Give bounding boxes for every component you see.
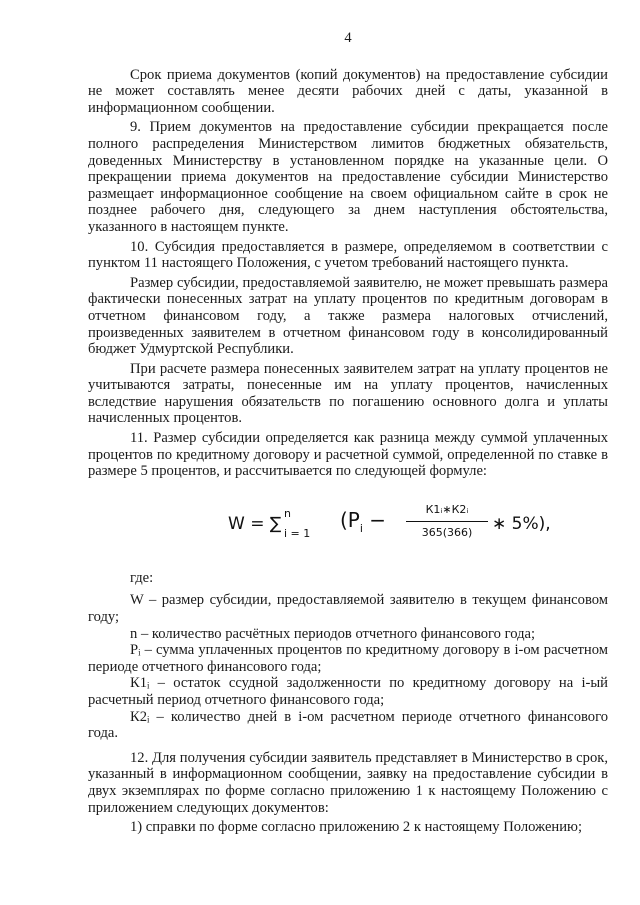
formula-open-paren: ($P_i$ − xyxy=(340,507,387,535)
legend-p: Pᵢ – сумма уплаченных процентов по кредитному договору в i-ом расчетном периоде отчетного финансового года; xyxy=(88,642,608,675)
formula-upper-limit: n xyxy=(284,506,291,520)
subsidy-formula xyxy=(88,498,608,556)
paragraph-10: 10. Субсидия предоставляется в размере, определяемом в соответствии с пунктом 11 настоящего Положения, с учетом требований настоящего пункта. xyxy=(88,238,608,272)
where-label: где: xyxy=(130,569,154,586)
legend-k1: К1ᵢ – остаток ссудной задолженности по кредитному договору на i-ый расчетный период отчетного финансового года; xyxy=(88,675,608,708)
formula-tail: ∗ 5%), xyxy=(492,513,551,534)
paragraph-9: 9. Прием документов на предоставление субсидии прекращается после полного распределения Министерством лимитов бюджетных обязательств, доведенных Министерству в установленном порядке на указанные цели. О прекращении приема документов на предоставление субсидии Министерство размещает информационное сообщение на своем официальном сайте в срок не позднее рабочего дня, следующего за днем наступления обстоятельства, указанного в настоящем пункте. xyxy=(88,119,608,235)
formula-fraction xyxy=(406,502,488,542)
legend-k2: К2ᵢ – количество дней в i-ом расчетном периоде отчетного финансового года. xyxy=(88,708,608,742)
paragraph-12: 12. Для получения субсидии заявитель представляет в Министерство в срок, указанный в информационном сообщении, заявку на предоставление субсидии в двух экземплярах по форме согласно приложению 1 к настоящему Положению с приложением следующих документов: xyxy=(88,749,608,816)
formula-lower-limit: i = 1 xyxy=(284,526,311,540)
paragraph-11: 11. Размер субсидии определяется как разница между суммой уплаченных процентов по кредитному договору и расчетной суммой, определенной по ставке в размере 5 процентов, и рассчитывается по следующей формуле: xyxy=(88,430,608,480)
legend-w: W – размер субсидии, предоставляемой заявителю в текущем финансовом году; xyxy=(88,592,608,626)
paragraph-deadline: Срок приема документов (копий документов) на предоставление субсидии не может составлять менее десяти рабочих дней с даты, указанной в информационном сообщении. xyxy=(88,66,608,116)
formula-lhs: W = ∑ xyxy=(228,513,282,534)
page-number: 4 xyxy=(344,30,352,46)
formula-denominator: 365(366) xyxy=(421,526,473,540)
paragraph-limit: Размер субсидии, предоставляемой заявителю, не может превышать размера фактически понесенных затрат на уплату процентов по кредитным договорам в отчетном финансовом году, а также размера налоговых отчислений, произведенных заявителем в отчетном финансовом году в консолидированный бюджет Удмуртской Республики. xyxy=(88,274,608,358)
formula-numerator: К1ᵢ∗К2ᵢ xyxy=(406,502,488,523)
legend-n: n – количество расчётных периодов отчетного финансового года; xyxy=(130,625,536,642)
paragraph-exclusions: При расчете размера понесенных заявителем затрат на уплату процентов не учитываются затраты, понесенные им на уплату процентов, начисленных вследствие нарушения обязательств по погашению основного долга и уплаты начисленных процентов. xyxy=(88,360,608,427)
paragraph-12-item-1: 1) справки по форме согласно приложению 2 к настоящему Положению; xyxy=(130,819,582,836)
